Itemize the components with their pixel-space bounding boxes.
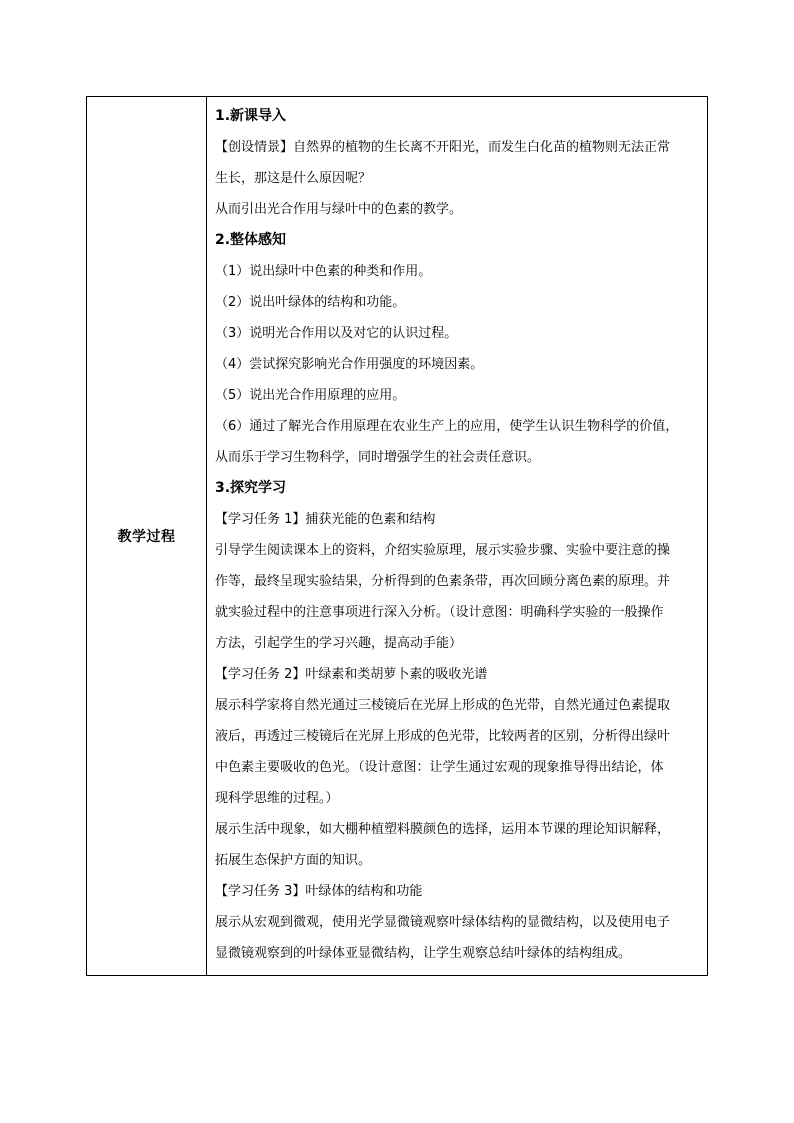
section-1-text: 从而引出光合作用与绿叶中的色素的教学。 — [215, 202, 463, 217]
task-2-text: 现科学思维的过程。） — [215, 791, 339, 806]
row-label: 教学过程 — [117, 529, 176, 545]
section-2-item: （1）说出绿叶中色素的种类和作用。 — [215, 264, 432, 279]
task-3-text: 展示从宏观到微观，使用光学显微镜观察叶绿体结构的显微结构，以及使用电子 — [215, 915, 671, 930]
task-1-text: 就实验过程中的注意事项进行深入分析。（设计意图：明确科学实验的一般操作 — [215, 605, 664, 620]
section-2-item: （3）说明光合作用以及对它的认识过程。 — [215, 326, 458, 341]
section-2-item: 从而乐于学习生物科学，同时增强学生的社会责任意识。 — [215, 450, 541, 465]
section-1-text: 【创设情景】自然界的植物的生长离不开阳光，而发生白化苗的植物则无法正常 — [215, 140, 671, 155]
task-1-title: 【学习任务 1】捕获光能的色素和结构 — [215, 512, 436, 527]
content-cell — [207, 97, 707, 975]
task-2-text: 液后，再透过三棱镜后在光屏上形成的色光带，比较两者的区别，分析得出绿叶 — [215, 729, 671, 744]
section-3-heading: 3.探究学习 — [215, 480, 287, 496]
lesson-plan-table — [86, 96, 708, 976]
section-1-heading: 1.新课导入 — [215, 108, 287, 124]
section-2-item: （6）通过了解光合作用原理在农业生产上的应用，使学生认识生物科学的价值， — [215, 419, 679, 434]
row-label-cell — [87, 97, 207, 975]
task-3-title: 【学习任务 3】叶绿体的结构和功能 — [215, 884, 423, 899]
task-2-title: 【学习任务 2】叶绿素和类胡萝卜素的吸收光谱 — [215, 667, 488, 682]
section-2-item: （4）尝试探究影响光合作用强度的环境因素。 — [215, 357, 484, 372]
task-1-text: 引导学生阅读课本上的资料，介绍实验原理，展示实验步骤、实验中要注意的操 — [215, 543, 671, 558]
task-1-text: 作等，最终呈现实验结果，分析得到的色素条带，再次回顾分离色素的原理。并 — [215, 574, 671, 589]
task-2-text: 拓展生态保护方面的知识。 — [215, 853, 372, 868]
section-2-heading: 2.整体感知 — [215, 232, 287, 248]
task-2-text: 展示生活中现象，如大棚种植塑料膜颜色的选择，运用本节课的理论知识解释， — [215, 822, 671, 837]
section-1-text: 生长，那这是什么原因呢？ — [215, 171, 372, 186]
section-2-item: （5）说出光合作用原理的应用。 — [215, 388, 406, 403]
task-3-text: 显微镜观察到的叶绿体亚显微结构，让学生观察总结叶绿体的结构组成。 — [215, 946, 632, 961]
section-2-item: （2）说出叶绿体的结构和功能。 — [215, 295, 406, 310]
task-2-text: 中色素主要吸收的色光。（设计意图：让学生通过宏观的现象推导得出结论，体 — [215, 760, 664, 775]
task-1-text: 方法，引起学生的学习兴趣，提高动手能） — [215, 636, 463, 651]
task-2-text: 展示科学家将自然光通过三棱镜后在光屏上形成的色光带，自然光通过色素提取 — [215, 698, 671, 713]
